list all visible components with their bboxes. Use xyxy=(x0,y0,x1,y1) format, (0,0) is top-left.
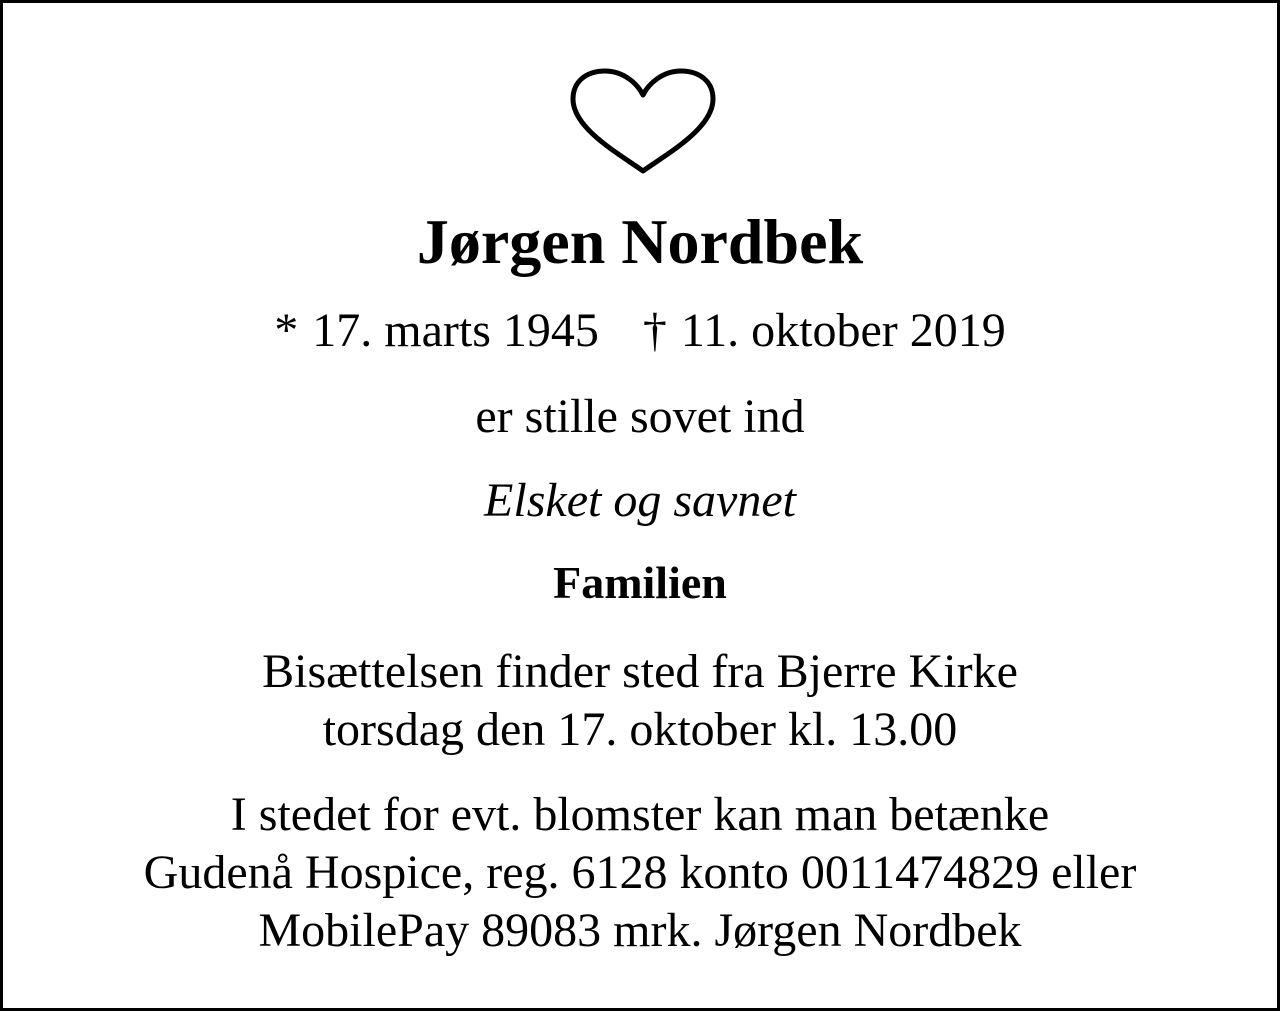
death-symbol: † xyxy=(642,304,667,357)
birth-symbol: * xyxy=(274,304,299,357)
donation-line: Gudenå Hospice, reg. 6128 konto 0011474829 eller xyxy=(143,846,1137,899)
death-date: 11. oktober 2019 xyxy=(680,304,1006,357)
funeral-line: torsdag den 17. oktober kl. 13.00 xyxy=(322,703,958,756)
deceased-name: Jørgen Nordbek xyxy=(416,206,864,277)
birth-date: 17. marts 1945 xyxy=(312,304,599,357)
donation-line: MobilePay 89083 mrk. Jørgen Nordbek xyxy=(258,904,1022,957)
subtitle: er stille sovet ind xyxy=(475,390,805,443)
tribute: Elsket og savnet xyxy=(484,474,796,527)
funeral-line: Bisættelsen finder sted fra Bjerre Kirke xyxy=(262,645,1018,698)
heart-outline-icon xyxy=(569,67,717,175)
signed-by: Familien xyxy=(553,557,727,608)
donation-line: I stedet for evt. blomster kan man betænke xyxy=(230,788,1050,841)
funeral-info xyxy=(3,643,1277,759)
donation-info xyxy=(3,786,1277,960)
life-dates xyxy=(3,304,1277,357)
